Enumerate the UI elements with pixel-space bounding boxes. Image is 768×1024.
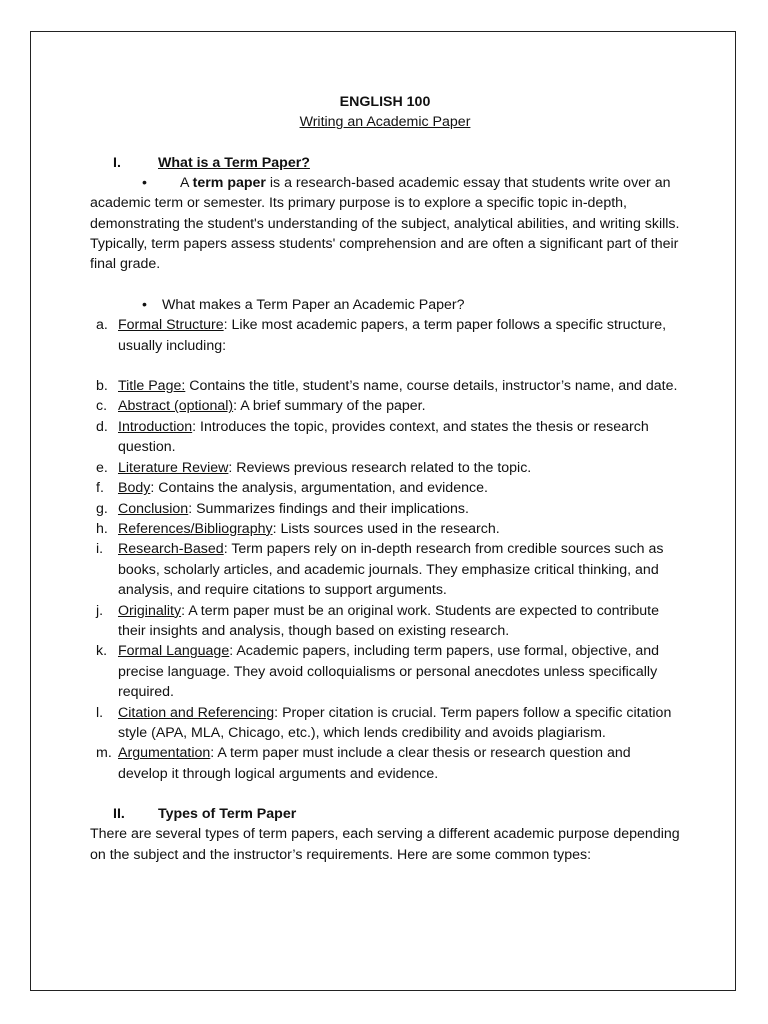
list-item-text: Introduces the topic, provides context, and states the thesis or research question. <box>118 418 649 456</box>
list-item: l. Citation and Referencing: Proper citation is crucial. Term papers follow a specific citation style (APA, MLA, Chicago, etc.), which lends credibility and avoids plagiarism. <box>96 704 672 741</box>
list-item-text: Term papers rely on in-depth research from credible sources such as books, scholarly articles, and academic journals. They emphasize critical thinking, and analysis, and require citations to support arguments. <box>118 541 664 599</box>
document-content <box>90 92 680 865</box>
list-item-label: c. <box>96 398 108 415</box>
list-item: j. Originality: A term paper must be an original work. Students are expected to contribute their insights and analysis, though based on existing research. <box>96 602 659 639</box>
list-item: m. Argumentation: A term paper must include a clear thesis or research question and develop it through logical arguments and evidence. <box>96 745 631 782</box>
section-2-intro: There are several types of term papers, each serving a different academic purpose depending on the subject and the instructor’s requirements. Here are some common types: <box>90 826 680 863</box>
list-item: e. Literature Review: Reviews previous research related to the topic. <box>90 458 680 478</box>
list-item-label: f. <box>96 480 104 497</box>
list-item-label: e. <box>96 459 108 476</box>
list-item-text: Contains the analysis, argumentation, and evidence. <box>158 480 488 497</box>
list-item-label: d. <box>96 418 108 435</box>
list-item-label: i. <box>96 541 104 558</box>
list-item-term: Introduction <box>118 418 193 435</box>
list-item-text: Contains the title, student’s name, course details, instructor’s name, and date. <box>189 378 678 395</box>
section-2-title: Types of Term Paper <box>158 806 297 823</box>
list-item-term: Conclusion <box>118 500 189 517</box>
list-item-text: Summarizes findings and their implications. <box>196 500 469 517</box>
list-item-term: Originality <box>118 602 182 619</box>
section-1-title: What is a Term Paper? <box>158 154 310 171</box>
list-item <box>90 376 680 396</box>
list-item-label: b. <box>96 378 108 395</box>
term-paper-keyword: term paper <box>192 174 266 191</box>
list-item: f. Body: Contains the analysis, argumentation, and evidence. <box>90 478 680 498</box>
academic-question-bullet <box>90 295 680 315</box>
list-item: a. Formal Structure: Like most academic papers, a term paper follows a specific structure, usually including: <box>96 317 667 354</box>
list-item-text: A brief summary of the paper. <box>240 398 426 415</box>
list-item: k. Formal Language: Academic papers, including term papers, use formal, objective, and precise language. They avoid colloquialisms or personal anecdotes unless specifically required. <box>96 643 660 701</box>
list-item: d. Introduction: Introduces the topic, provides context, and states the thesis or research question. <box>96 418 649 456</box>
list-item-text: Academic papers, including term papers, use formal, objective, and precise language. They avoid colloquialisms or personal anecdotes unless specifically required. <box>118 643 660 701</box>
list-item-text: A term paper must be an original work. Students are expected to contribute their insights and analysis, though based on existing research. <box>118 602 659 639</box>
list-item-term: Citation and Referencing <box>118 704 275 721</box>
bullet-icon: • <box>142 174 147 191</box>
list-item-text: Like most academic papers, a term paper follows a specific structure, usually including: <box>118 317 667 354</box>
section-2-heading <box>90 804 680 824</box>
list-item-term: Literature Review <box>118 459 229 476</box>
list-item: g. Conclusion: Summarizes findings and their implications. <box>90 499 680 519</box>
list-item-text: Lists sources used in the research. <box>280 520 500 537</box>
criteria-list <box>90 315 680 784</box>
list-item: c. Abstract (optional): A brief summary of the paper. <box>90 396 680 416</box>
course-title: ENGLISH 100 <box>339 94 431 110</box>
list-item: i. Research-Based: Term papers rely on in-depth research from credible sources such as books, scholarly articles, and academic journals. They emphasize critical thinking, and analysis, and require citations to support arguments. <box>96 541 664 599</box>
list-item-text: Reviews previous research related to the topic. <box>236 459 532 476</box>
list-item-label: m. <box>96 745 112 762</box>
list-item-term: Formal Structure <box>118 317 224 334</box>
list-item-term: References/Bibliography <box>118 520 273 537</box>
bullet-icon: • <box>142 296 147 313</box>
definition-paragraph: • A term paper is a research-based academic essay that students write over an academic term or semester. Its primary purpose is to explore a specific topic in-depth, demonstrating the student's understanding of the subject, analytical abilities, and writing skills. Typically, term papers assess students' comprehension and are often a significant part of their final grade. <box>90 174 680 273</box>
list-item-term: Abstract (optional) <box>118 398 234 415</box>
academic-question: What makes a Term Paper an Academic Paper? <box>162 296 465 313</box>
section-2-number: II. <box>113 806 125 823</box>
section-1-number: I. <box>113 154 121 171</box>
list-item-term: Title Page: <box>118 378 186 395</box>
list-item: h. References/Bibliography: Lists sources used in the research. <box>90 519 680 539</box>
list-item-text: A term paper must include a clear thesis or research question and develop it through logical arguments and evidence. <box>118 745 631 782</box>
section-1-heading <box>90 153 680 173</box>
list-item-label: a. <box>96 317 108 334</box>
list-item-label: l. <box>96 704 104 721</box>
list-item-label: h. <box>96 520 108 537</box>
list-item-term: Research-Based <box>118 541 224 558</box>
list-item-text: Proper citation is crucial. Term papers follow a specific citation style (APA, MLA, Chicago, etc.), which lends credibility and avoids plagiarism. <box>118 704 672 741</box>
document-subtitle: Writing an Academic Paper <box>299 114 471 131</box>
list-item-label: g. <box>96 500 108 517</box>
list-item-term: Argumentation <box>118 745 211 762</box>
list-item-term: Body <box>118 480 151 497</box>
list-item-label: k. <box>96 643 108 660</box>
list-item-term: Formal Language <box>118 643 230 660</box>
list-item-label: j. <box>96 602 104 619</box>
